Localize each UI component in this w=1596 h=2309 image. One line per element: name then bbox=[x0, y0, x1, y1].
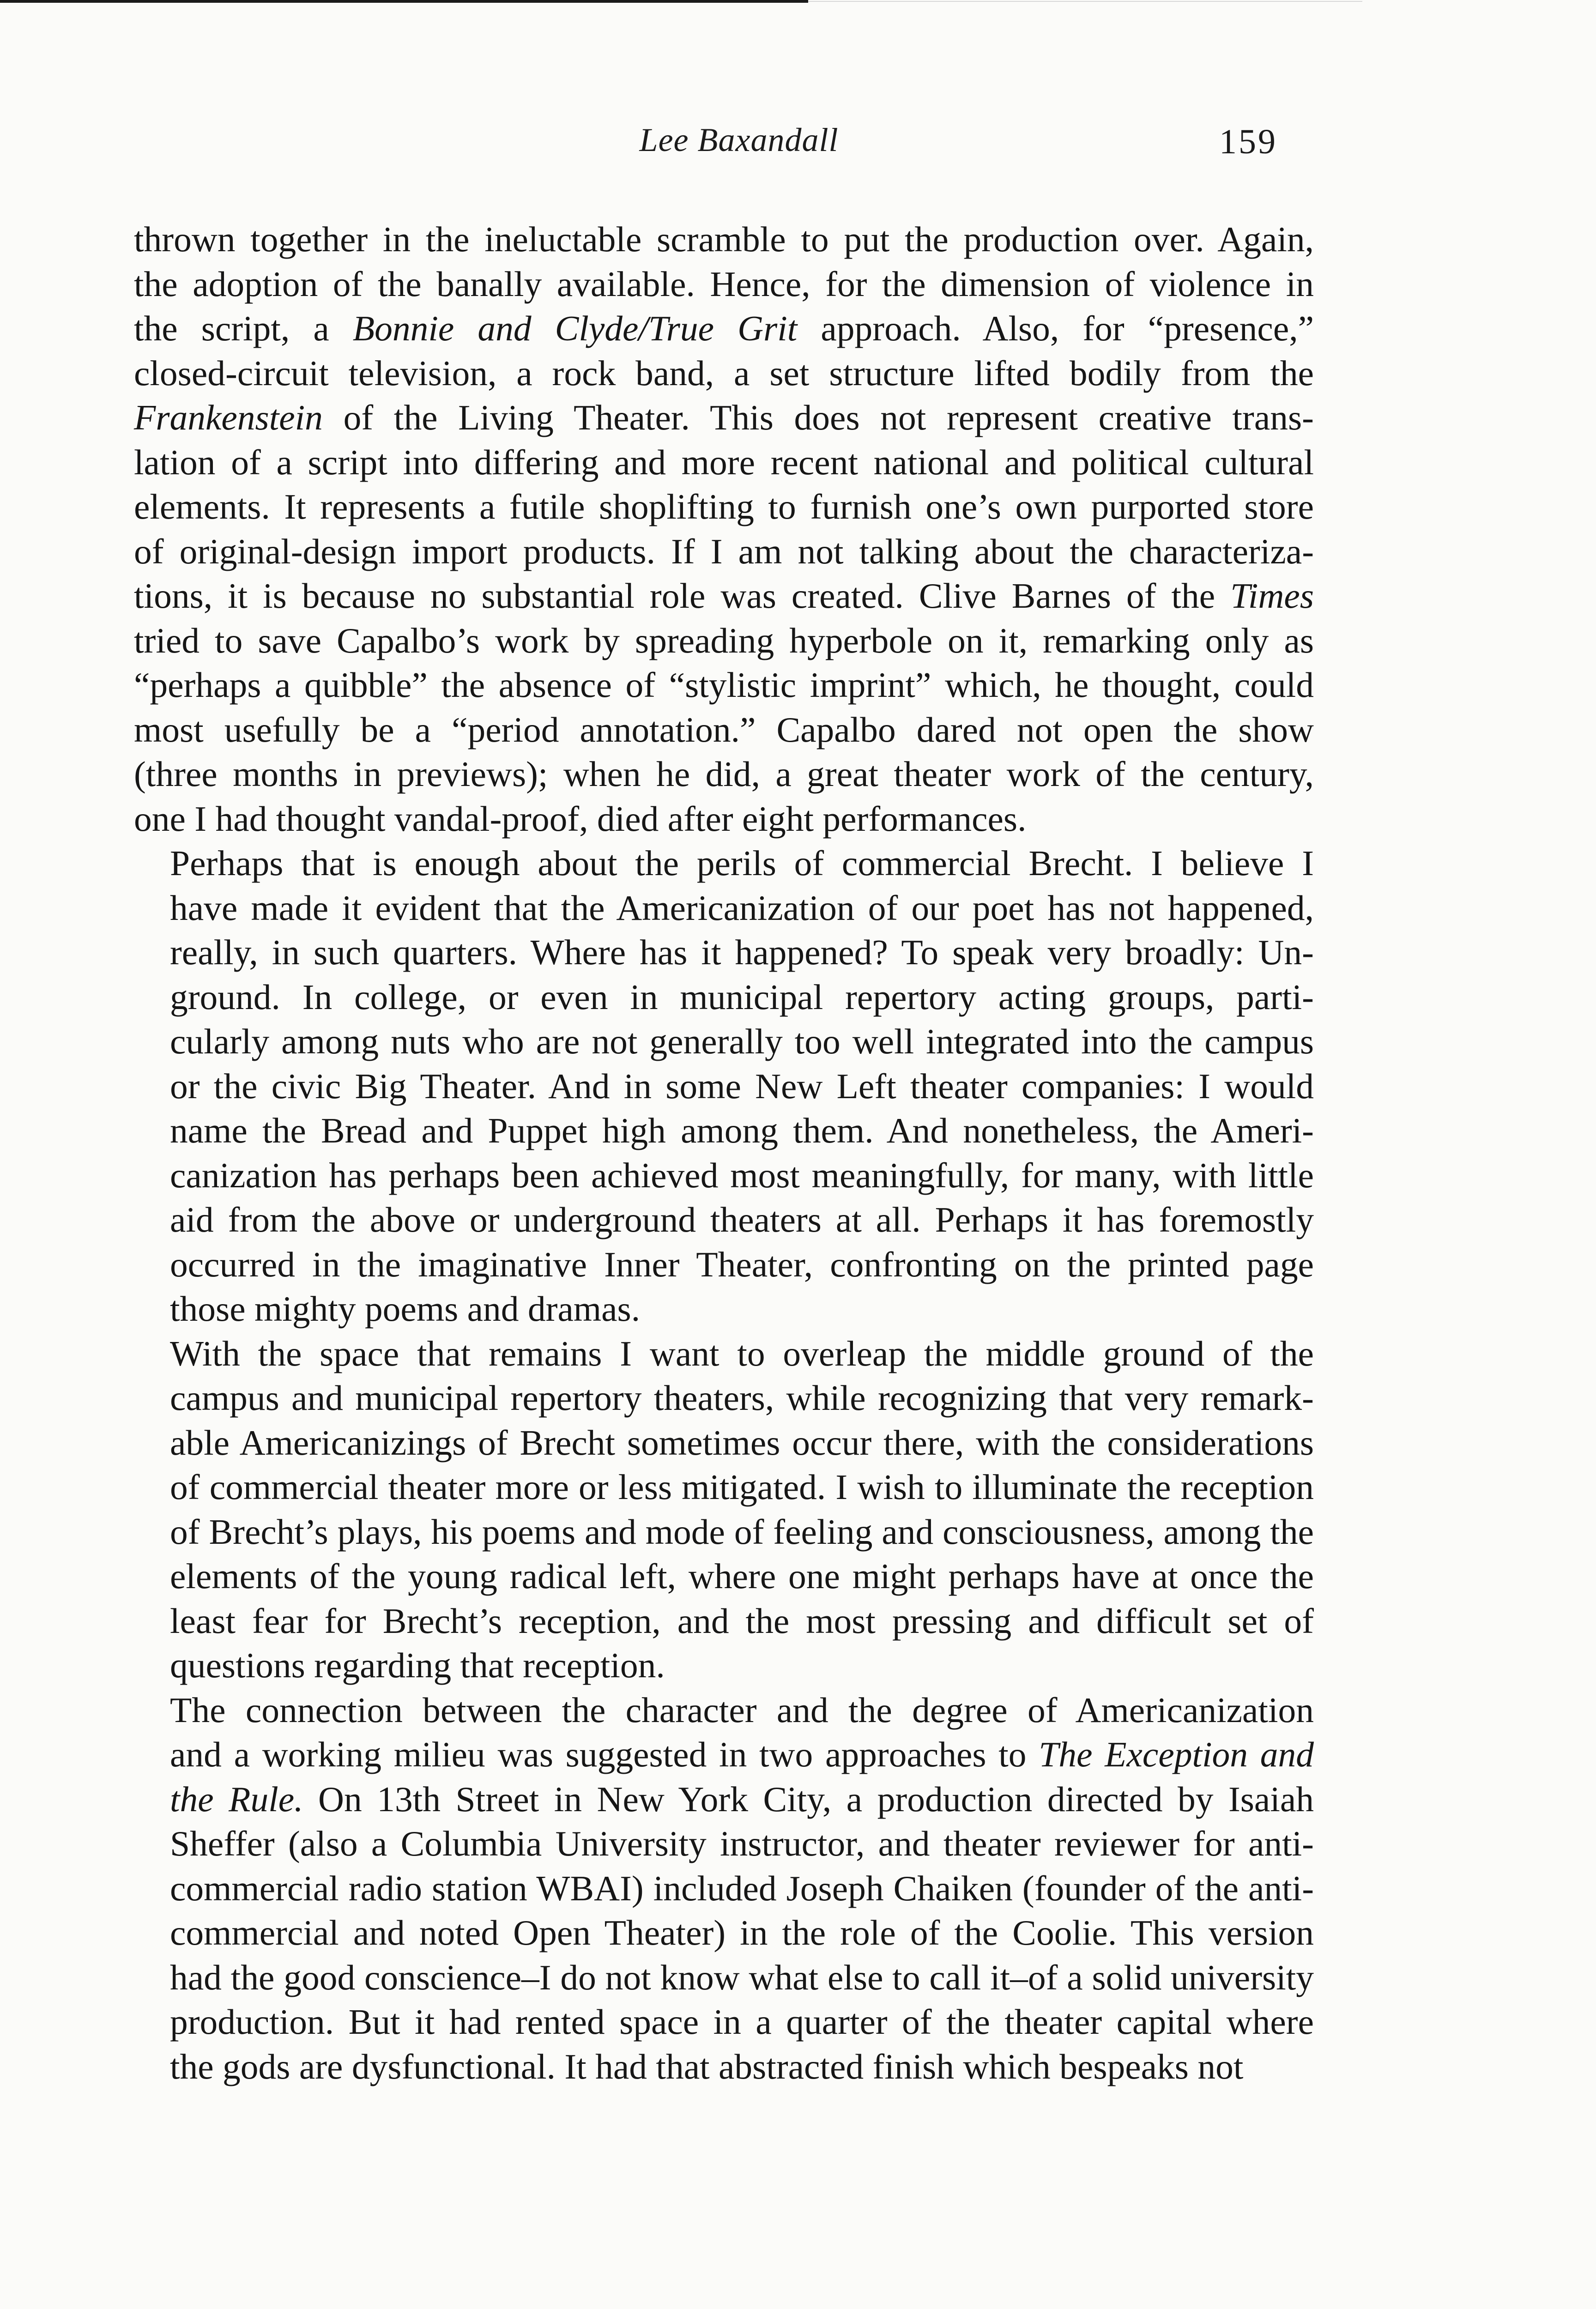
text-line: tions, it is because no substantial role was created. Clive Barnes of the Times bbox=[134, 576, 1314, 616]
text-line: really, in such quarters. Where has it happened? To speak very broadly: Un- bbox=[170, 932, 1314, 972]
text-line: one I had thought vandal-proof, died after eight performances. bbox=[134, 798, 1027, 839]
text-line: elements of the young radical left, where one might perhaps have at once the bbox=[170, 1556, 1314, 1596]
text-line: of Brecht’s plays, his poems and mode of feeling and consciousness, among the bbox=[170, 1511, 1314, 1552]
text-line: thrown together in the ineluctable scramble to put the production over. Again, bbox=[134, 219, 1314, 259]
text-line: have made it evident that the Americanization of our poet has not happened, bbox=[170, 888, 1314, 928]
text-line: commercial and noted Open Theater) in the role of the Coolie. This version bbox=[170, 1913, 1314, 1952]
text-line: closed-circuit television, a rock band, a set structure lifted bodily from the bbox=[134, 353, 1314, 393]
text-line: least fear for Brecht’s reception, and the most pressing and difficult set of bbox=[170, 1601, 1314, 1641]
text-line: most usefully be a “period annotation.” Capalbo dared not open the show bbox=[134, 709, 1314, 750]
text-line: and a working milieu was suggested in two approaches to The Exception and bbox=[170, 1735, 1314, 1774]
text-line: the gods are dysfunctional. It had that abstracted finish which bespeaks not bbox=[170, 2046, 1244, 2086]
text-line: campus and municipal repertory theaters, while recognizing that very remark- bbox=[170, 1378, 1314, 1418]
text-line: of original-design import products. If I am not talking about the characteriza- bbox=[134, 531, 1314, 571]
text-line: Sheffer (also a Columbia University instructor, and theater reviewer for anti- bbox=[170, 1824, 1314, 1863]
text-line: canization has perhaps been achieved most meaningfully, for many, with little bbox=[170, 1155, 1314, 1195]
page-number: 159 bbox=[1219, 122, 1277, 161]
text-line: The connection between the character and the degree of Americanization bbox=[170, 1690, 1314, 1730]
text-line: the adoption of the banally available. Hence, for the dimension of violence in bbox=[134, 264, 1314, 304]
text-line: Frankenstein of the Living Theater. This does not represent creative trans- bbox=[134, 398, 1314, 437]
paragraph bbox=[134, 1331, 1314, 1688]
text-line: cularly among nuts who are not generally too well integrated into the campus bbox=[170, 1022, 1314, 1061]
scan-top-edge-faint bbox=[808, 1, 1362, 2]
text-line: able Americanizings of Brecht sometimes occur there, with the considerations bbox=[170, 1422, 1314, 1463]
text-line: lation of a script into differing and more recent national and political cultural bbox=[134, 442, 1314, 482]
text-line: “perhaps a quibble” the absence of “stylistic imprint” which, he thought, could bbox=[134, 665, 1314, 705]
paragraph bbox=[134, 841, 1314, 1331]
text-line: had the good conscience–I do not know what else to call it–of a solid university bbox=[170, 1957, 1314, 1997]
paragraph bbox=[134, 1688, 1314, 2089]
text-line: With the space that remains I want to overleap the middle ground of the bbox=[170, 1333, 1314, 1373]
text-line: elements. It represents a futile shoplifting to furnish one’s own purported store bbox=[134, 487, 1314, 526]
text-line: questions regarding that reception. bbox=[170, 1645, 665, 1685]
text-line: production. But it had rented space in a quarter of the theater capital where bbox=[170, 2002, 1314, 2042]
text-line: those mighty poems and dramas. bbox=[170, 1289, 641, 1329]
text-line: occurred in the imaginative Inner Theater, confronting on the printed page bbox=[170, 1244, 1314, 1284]
text-line: of commercial theater more or less mitigated. I wish to illuminate the reception bbox=[170, 1467, 1314, 1507]
text-line: the script, a Bonnie and Clyde/True Grit approach. Also, for “presence,” bbox=[134, 308, 1314, 348]
text-line: name the Bread and Puppet high among them. And nonetheless, the Ameri- bbox=[170, 1111, 1314, 1150]
paragraph bbox=[134, 217, 1314, 841]
text-line: ground. In college, or even in municipal repertory acting groups, parti- bbox=[170, 977, 1314, 1017]
text-line: tried to save Capalbo’s work by spreading hyperbole on it, remarking only as bbox=[134, 620, 1314, 660]
body-text bbox=[134, 217, 1314, 2089]
text-line: or the civic Big Theater. And in some New Left theater companies: I would bbox=[170, 1066, 1314, 1106]
text-line: (three months in previews); when he did, a great theater work of the century, bbox=[134, 754, 1314, 794]
scan-top-edge bbox=[0, 0, 808, 3]
text-line: aid from the above or underground theaters at all. Perhaps it has foremostly bbox=[170, 1200, 1314, 1239]
running-head bbox=[0, 121, 1596, 176]
text-line: Perhaps that is enough about the perils of commercial Brecht. I believe I bbox=[170, 843, 1314, 883]
text-line: the Rule. On 13th Street in New York City, a production directed by Isaiah bbox=[170, 1779, 1314, 1819]
text-line: commercial radio station WBAI) included Joseph Chaiken (founder of the anti- bbox=[170, 1868, 1314, 1908]
running-head-author: Lee Baxandall bbox=[639, 121, 839, 158]
